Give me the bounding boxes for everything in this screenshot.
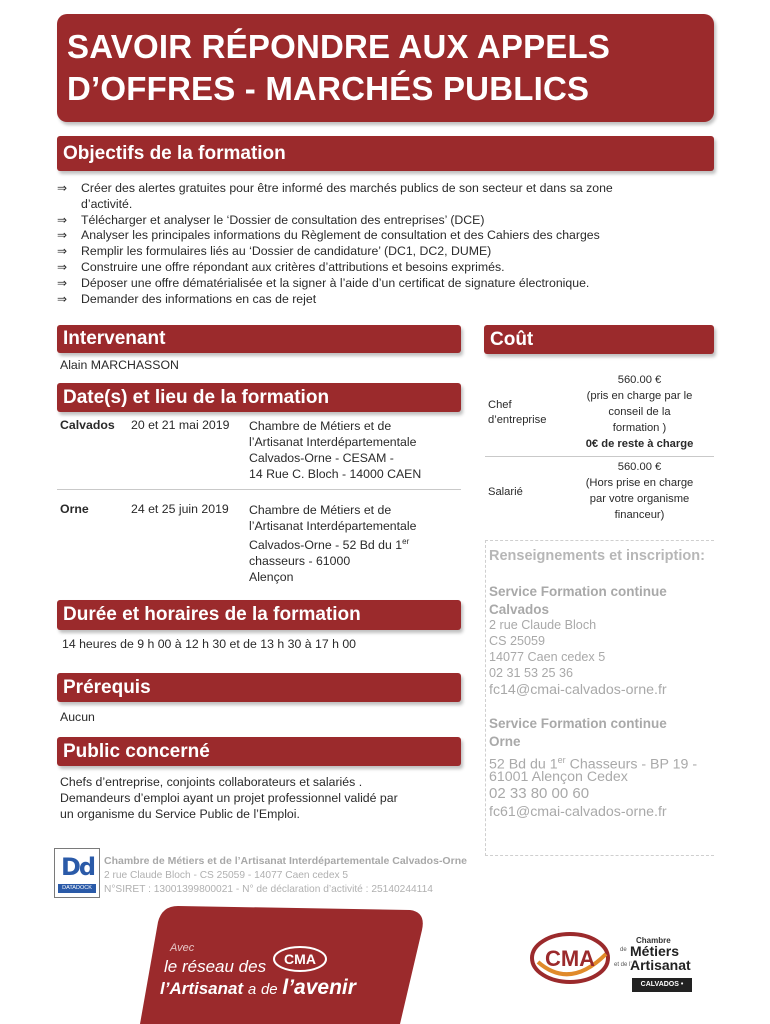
datadock-logo (54, 848, 100, 898)
page-title-line-1: SAVOIR RÉPONDRE AUX APPELS (67, 28, 611, 65)
email-link-calvados[interactable]: fc14@cmai-calvados-orne.fr (489, 682, 667, 698)
cout-heading (484, 325, 714, 354)
duree-text: 14 heures de 9 h 00 à 12 h 30 et de 13 h 30 à 17 h 00 (62, 637, 357, 651)
cost-role (485, 457, 565, 527)
cost-row (485, 370, 714, 457)
cost-row (485, 457, 714, 527)
objective-text: Demander des informations en cas de rejet (81, 291, 317, 306)
slogan-word: de (260, 981, 278, 998)
place-line: l’Artisanat Interdépartementale (249, 519, 417, 533)
cost-role (485, 370, 565, 456)
page-title-line-2: D’OFFRES - MARCHÉS PUBLICS (67, 70, 590, 107)
place-line: Calvados-Orne - CESAM - (249, 451, 394, 465)
contact-calvados-address (489, 617, 709, 681)
arrow-icon: ⇒ (57, 275, 68, 290)
objective-item (57, 213, 707, 229)
address-line: 14077 Caen cedex 5 (489, 650, 606, 664)
objective-text: Construire une offre répondant aux critères d’attributions et besoins exprimés. (81, 259, 505, 274)
objective-text: Créer des alertes gratuites pour être informé des marchés publics de son secteur et dans sa zone (81, 181, 613, 195)
address-line: 2 rue Claude Bloch (489, 618, 597, 632)
cost-value-line: financeur) (614, 509, 665, 521)
contact-calvados-title (489, 583, 714, 619)
dates-heading-text: Date(s) et lieu de la formation (63, 386, 330, 408)
brand-metiers: Métiers (630, 943, 680, 959)
place-line-text: Calvados-Orne - 52 Bd du 1 (249, 538, 403, 553)
prerequis-heading (57, 673, 461, 702)
public-heading-text: Public concerné (63, 740, 210, 762)
brand-region: CALVADOS • ORNE (632, 978, 692, 992)
cout-heading-text: Coût (490, 328, 534, 350)
brand-small-et-de: et de l’ (614, 962, 632, 968)
role-line: d’entreprise (488, 414, 547, 426)
intervenant-heading (57, 325, 461, 353)
intervenant-name: Alain MARCHASSON (60, 358, 179, 372)
brand-chambre: Chambre (636, 936, 671, 945)
title-line: Orne (489, 734, 521, 749)
arrow-icon: ⇒ (57, 291, 68, 306)
arrow-icon: ⇒ (57, 212, 68, 227)
phone-line: 02 31 53 25 36 (489, 666, 574, 680)
title-line: Service Formation continue (489, 716, 667, 731)
prerequis-text: Aucun (60, 710, 95, 724)
contact-orne-address-2: 61001 Alençon Cedex (489, 769, 628, 785)
datadock-letters: Dd (61, 853, 95, 881)
title-line: Calvados (489, 602, 550, 617)
cost-value-line: (pris en charge par le (586, 390, 693, 402)
slogan-line-2 (160, 976, 356, 1000)
datadock-caption: DATADOCK (58, 884, 96, 893)
session-location-label: Calvados (60, 418, 115, 432)
cost-value-line: 560.00 € (617, 461, 662, 473)
objective-text: d’activité. (81, 196, 133, 211)
title-line: Service Formation continue (489, 584, 667, 599)
session-location-label: Orne (60, 502, 89, 516)
footer-siret: N°SIRET : 13001399800021 - N° de déclaration d’activité : 25140244114 (104, 884, 433, 895)
slogan-word: a (247, 981, 257, 998)
place-line: Chambre de Métiers et de (249, 419, 392, 433)
cma-mini-logo (272, 944, 328, 974)
superscript: er (557, 755, 566, 765)
objective-item (57, 276, 707, 292)
slogan-line-1: le réseau des (164, 957, 267, 976)
divider (57, 489, 461, 490)
contact-orne-title (489, 715, 714, 751)
public-heading (57, 737, 461, 766)
slogan-avec: Avec (170, 942, 195, 954)
objective-item (57, 260, 707, 276)
slogan-word: l’Artisanat (160, 979, 244, 998)
cost-value-line: conseil de la (608, 406, 671, 418)
objective-text: Analyser les principales informations du Règlement de consultation et des Cahiers des charges (81, 228, 600, 243)
objectives-heading-text: Objectifs de la formation (63, 142, 286, 164)
superscript: er (402, 537, 410, 546)
objective-item (57, 292, 707, 308)
objectives-list (57, 181, 707, 307)
role-line: Chef (488, 399, 512, 411)
cost-value-line: formation ) (612, 422, 667, 434)
objective-item-continuation (57, 197, 707, 213)
brand-small-de: de (620, 947, 627, 953)
footer-org: Chambre de Métiers et de l’Artisanat Interdépartementale Calvados-Orne (104, 855, 467, 867)
prerequis-heading-text: Prérequis (63, 676, 151, 698)
cost-value (565, 370, 714, 456)
contact-heading: Renseignements et inscription: (489, 548, 705, 564)
brand-artisanat: Artisanat (630, 957, 691, 973)
email-link-orne[interactable]: fc61@cmai-calvados-orne.fr (489, 804, 667, 820)
objective-text: Remplir les formulaires liés au ‘Dossier de candidature’ (DC1, DC2, DUME) (81, 244, 492, 259)
place-line: Chambre de Métiers et de (249, 503, 392, 517)
duree-heading-text: Durée et horaires de la formation (63, 604, 361, 625)
arrow-icon: ⇒ (57, 181, 68, 195)
dates-heading (57, 383, 461, 412)
objective-item (57, 244, 707, 260)
session-date: 20 et 21 mai 2019 (131, 418, 230, 432)
cost-value-line: par votre organisme (589, 493, 690, 505)
footer-address: 2 rue Claude Bloch - CS 25059 - 14077 Caen cedex 5 (104, 870, 349, 881)
cost-remaining: 0€ de reste à charge (585, 438, 694, 450)
arrow-icon: ⇒ (57, 244, 68, 259)
objectives-heading (57, 136, 714, 171)
footer-info (104, 854, 467, 897)
intervenant-heading-text: Intervenant (63, 328, 166, 349)
objective-text: Télécharger et analyser le ‘Dossier de consultation des entreprises’ (DCE) (81, 212, 485, 227)
session-date: 24 et 25 juin 2019 (131, 502, 229, 516)
address-line: CS 25059 (489, 634, 546, 648)
objective-item (57, 228, 707, 244)
cma-logo-text: CMA (544, 946, 596, 971)
place-line: chasseurs - 61000 (249, 554, 351, 569)
cma-mini-text: CMA (284, 951, 316, 967)
slogan-word: l’avenir (282, 976, 356, 999)
place-line: l’Artisanat Interdépartementale (249, 435, 417, 449)
cma-brand-logo (530, 920, 700, 1000)
cost-table (485, 370, 714, 527)
arrow-icon: ⇒ (57, 259, 68, 274)
place-line (249, 534, 454, 553)
objective-text: Déposer une offre dématérialisée et la signer à l’aide d’un certificat de signature électronique. (81, 275, 590, 290)
public-line: Demandeurs d’emploi ayant un projet professionnel validé par (60, 791, 398, 805)
title-banner (57, 14, 714, 122)
cost-value-line: 560.00 € (617, 374, 662, 386)
bullet-spacer (57, 197, 81, 213)
public-line: un organisme du Service Public de l’Emploi. (60, 807, 300, 821)
role-line: Salarié (488, 485, 523, 498)
arrow-icon: ⇒ (57, 228, 68, 243)
cma-logo-icon (530, 928, 610, 988)
cost-value (565, 457, 714, 527)
duree-heading (57, 600, 461, 630)
address-text: Chasseurs - BP 19 - (565, 756, 698, 773)
place-line: 14 Rue C. Bloch - 14000 CAEN (249, 467, 422, 481)
contact-orne-phone: 02 33 80 00 60 (489, 785, 590, 802)
cost-value-line: (Hors prise en charge (585, 477, 694, 489)
session-place (249, 502, 454, 585)
public-line: Chefs d’entreprise, conjoints collaborateurs et salariés . (60, 775, 363, 789)
objective-item (57, 181, 707, 197)
public-text (60, 774, 398, 822)
session-place (249, 418, 454, 482)
address-text: 52 Bd du 1 (489, 756, 558, 773)
place-line: Alençon (249, 570, 294, 585)
